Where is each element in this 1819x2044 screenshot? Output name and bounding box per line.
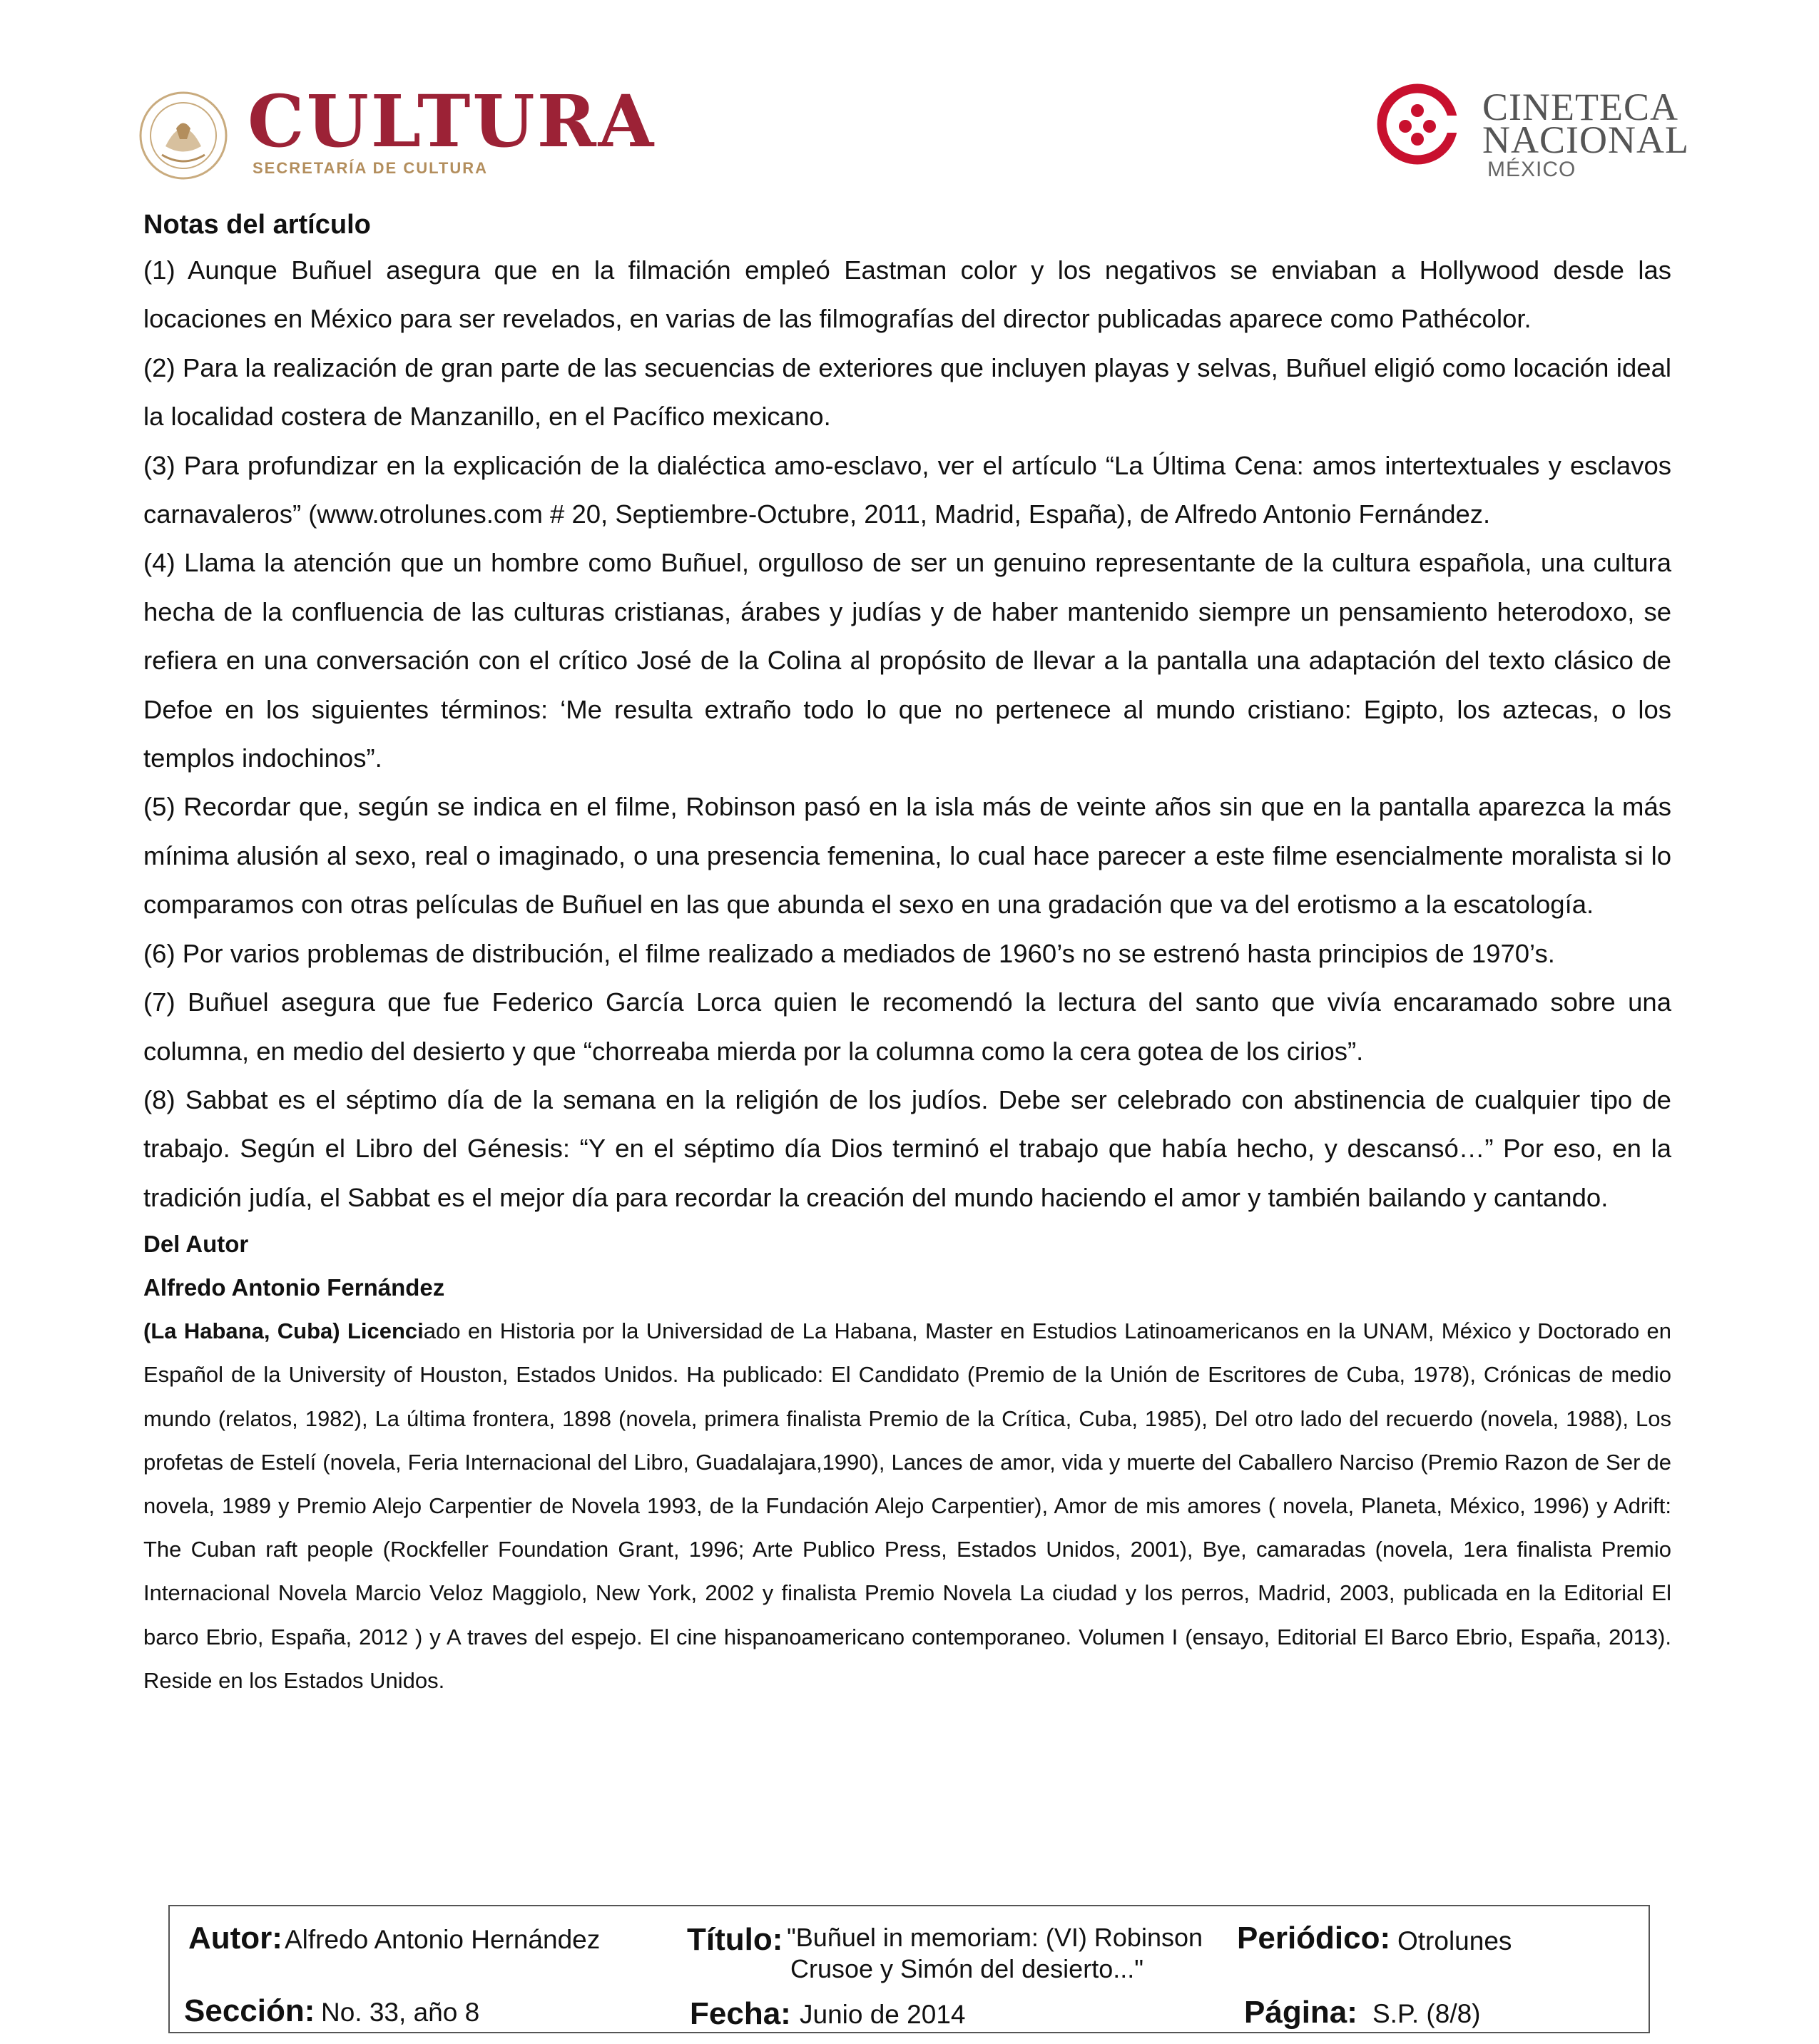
seccion-label: Sección:	[184, 1993, 315, 2028]
cultura-subtitle: SECRETARÍA DE CULTURA	[253, 159, 489, 177]
author-name: Alfredo Antonio Fernández	[143, 1274, 445, 1301]
seccion-value: No. 33, año 8	[321, 1998, 480, 2027]
note-6: (6) Por varios problemas de distribución, el filme realizado a mediados de 1960’s no se estrenó hasta principios de 1970’s.	[143, 938, 1555, 968]
cineteca-line2: NACIONAL	[1482, 118, 1689, 161]
note-2: (2) Para la realización de gran parte de las secuencias de exteriores que incluyen playas y selvas, Buñuel eligió como locación ideal la localidad costera de Manzanillo, en el Pacífico mexicano.	[143, 352, 1671, 432]
author-heading: Del Autor	[143, 1231, 249, 1258]
cineteca-line3: MÉXICO	[1487, 158, 1576, 181]
author-bio-bold: (La Habana, Cuba) Licenci	[143, 1318, 424, 1344]
periodico-label: Periódico:	[1237, 1921, 1391, 1956]
fecha-label: Fecha:	[690, 1996, 791, 2031]
page-header	[0, 0, 1819, 200]
titulo-line2: Crusoe y Simón del desierto..."	[790, 1954, 1143, 1983]
pagina-value: S.P. (8/8)	[1372, 1999, 1481, 2028]
note-3: (3) Para profundizar en la explicación de la dialéctica amo-esclavo, ver el artículo “La Última Cena: amos intertextuales y esclavos carnavaleros” (www.otrolunes.com # 20, Septiembre-Octubre, 2011, Madrid, España), de Alfredo Antonio Fernández.	[143, 450, 1671, 529]
mexican-seal-icon	[137, 89, 230, 182]
pagina-label: Página:	[1244, 1995, 1357, 2030]
note-5: (5) Recordar que, según se indica en el filme, Robinson pasó en la isla más de veinte años sin que en la pantalla aparezca la más mínima alusión al sexo, real o imaginado, o una presencia femenina, lo cual hace parecer a este filme esencialmente moralista si lo comparamos con otras películas de Buñuel en las que abunda el sexo en una gradación que va del erotismo a la escatología.	[143, 792, 1671, 920]
cineteca-logo	[1377, 82, 1691, 182]
article-body	[143, 203, 1671, 1702]
cineteca-line1: CINETECA	[1482, 86, 1678, 128]
note-4: (4) Llama la atención que un hombre como Buñuel, orgulloso de ser un genuino representante de la cultura española, una cultura hecha de la confluencia de las culturas cristianas, árabes y judías y de haber mantenido siempre un pensamiento heterodoxo, se refiera en una conversación con el crítico José de la Colina al propósito de llevar a la pantalla una adaptación del texto clásico de Defoe en los siguientes términos: ‘Me resulta extraño todo lo que no pertenece al mundo cristiano: Egipto, los aztecas, o los templos indochinos”.	[143, 548, 1671, 773]
citation-box	[168, 1905, 1650, 2033]
film-reel-icon	[1377, 83, 1459, 166]
note-7: (7) Buñuel asegura que fue Federico García Lorca quien le recomendó la lectura del santo que vivía encaramado sobre una columna, en medio del desierto y que “chorreaba mierda por la columna como la cera gotea de los cirios”.	[143, 987, 1671, 1066]
note-8: (8) Sabbat es el séptimo día de la semana en la religión de los judíos. Debe ser celebrado con abstinencia de cualquier tipo de trabajo. Según el Libro del Génesis: “Y en el séptimo día Dios terminó el trabajo que había hecho, y descansó…” Por eso, en la tradición judía, el Sabbat es el mejor día para recordar la creación del mundo haciendo el amor y también bailando y cantando.	[143, 1084, 1671, 1212]
titulo-line1: "Buñuel in memoriam: (VI) Robinson	[787, 1923, 1203, 1952]
titulo-value	[787, 1922, 1203, 1985]
autor-value: Alfredo Antonio Hernández	[285, 1925, 601, 1954]
note-1: (1) Aunque Buñuel asegura que en la filmación empleó Eastman color y los negativos se enviaban a Hollywood desde las locaciones en México para ser revelados, en varias de las filmografías del director publicadas aparece como Pathécolor.	[143, 255, 1671, 334]
author-bio	[143, 1309, 1671, 1702]
titulo-label: Título:	[687, 1922, 783, 1957]
fecha-value: Junio de 2014	[800, 2000, 966, 2029]
cultura-logo	[137, 79, 656, 185]
autor-label: Autor:	[188, 1921, 282, 1956]
notes-title: Notas del artículo	[143, 210, 371, 240]
periodico-value: Otrolunes	[1397, 1926, 1512, 1956]
cultura-title: CULTURA	[248, 79, 656, 163]
author-bio-text: ado en Historia por la Universidad de La Habana, Master en Estudios Latinoamericanos en la UNAM, México y Doctorado en Español de la University of Houston, Estados Unidos. Ha publicado: El Candidato (Premio de la Unión de Escritores de Cuba, 1978), Crónicas de medio mundo (relatos, 1982), La última frontera, 1898 (novela, primera finalista Premio de la Crítica, Cuba, 1985), Del otro lado del recuerdo (novela, 1988), Los profetas de Estelí (novela, Feria Internacional del Libro, Guadalajara,1990), Lances de amor, vida y muerte del Caballero Narciso (Premio Razon de Ser de novela, 1989 y Premio Alejo Carpentier de Novela 1993, de la Fundación Alejo Carpentier), Amor de mis amores ( novela, Planeta, México, 1996) y Adrift: The Cuban raft people (Rockfeller Foundation Grant, 1996; Arte Publico Press, Estados Unidos, 2001), Bye, camaradas (novela, 1era finalista Premio Internacional Novela Marcio Veloz Maggiolo, New York, 2002 y finalista Premio Novela La ciudad y los perros, Madrid, 2003, publicada en la Editorial El barco Ebrio, España, 2012 ) y A traves del espejo. El cine hispanoamericano contemporaneo. Volumen I (ensayo, Editorial El Barco Ebrio, España, 2013). Reside en los Estados Unidos.	[143, 1318, 1672, 1693]
